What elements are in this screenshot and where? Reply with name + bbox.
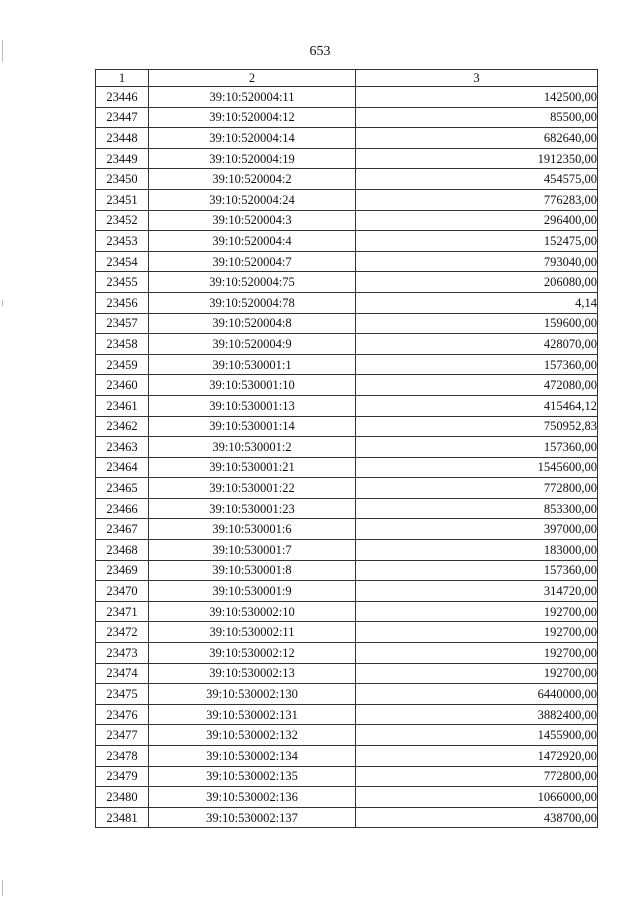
row-number-cell: 23458: [96, 334, 149, 355]
table-row: [96, 581, 598, 602]
value-cell: 157360,00: [356, 354, 598, 375]
table-row: [96, 684, 598, 705]
table-row: [96, 807, 598, 828]
row-number-cell: 23477: [96, 725, 149, 746]
table-body: [96, 87, 598, 828]
row-number-cell: 23463: [96, 437, 149, 458]
table-row: [96, 395, 598, 416]
table-row: [96, 416, 598, 437]
cadastral-number-cell: 39:10:530001:6: [149, 519, 356, 540]
value-cell: 1455900,00: [356, 725, 598, 746]
table-row: [96, 457, 598, 478]
row-number-cell: 23474: [96, 663, 149, 684]
table-row: [96, 292, 598, 313]
cadastral-number-cell: 39:10:520004:24: [149, 189, 356, 210]
table-row: [96, 560, 598, 581]
cadastral-number-cell: 39:10:520004:11: [149, 87, 356, 108]
table-row: [96, 272, 598, 293]
value-cell: 1472920,00: [356, 746, 598, 767]
cadastral-number-cell: 39:10:530002:134: [149, 746, 356, 767]
cadastral-number-cell: 39:10:530001:23: [149, 498, 356, 519]
row-number-cell: 23469: [96, 560, 149, 581]
value-cell: 1545600,00: [356, 457, 598, 478]
cadastral-number-cell: 39:10:520004:14: [149, 128, 356, 149]
value-cell: 296400,00: [356, 210, 598, 231]
value-cell: 85500,00: [356, 107, 598, 128]
table-row: [96, 725, 598, 746]
table-row: [96, 375, 598, 396]
cadastral-number-cell: 39:10:530002:13: [149, 663, 356, 684]
value-cell: 793040,00: [356, 251, 598, 272]
value-cell: 206080,00: [356, 272, 598, 293]
cadastral-number-cell: 39:10:530001:13: [149, 395, 356, 416]
table-row: [96, 107, 598, 128]
table-row: [96, 313, 598, 334]
row-number-cell: 23462: [96, 416, 149, 437]
value-cell: 192700,00: [356, 643, 598, 664]
table-row: [96, 231, 598, 252]
cadastral-number-cell: 39:10:530001:14: [149, 416, 356, 437]
cadastral-number-cell: 39:10:530001:2: [149, 437, 356, 458]
cadastral-number-cell: 39:10:520004:12: [149, 107, 356, 128]
page-number: 653: [309, 44, 331, 59]
scan-margin-mark: [2, 40, 3, 62]
table-row: [96, 128, 598, 149]
cadastral-number-cell: 39:10:530002:12: [149, 643, 356, 664]
row-number-cell: 23480: [96, 787, 149, 808]
value-cell: 157360,00: [356, 560, 598, 581]
table-row: [96, 704, 598, 725]
table-row: [96, 210, 598, 231]
row-number-cell: 23446: [96, 87, 149, 108]
value-cell: 682640,00: [356, 128, 598, 149]
value-cell: 772800,00: [356, 766, 598, 787]
row-number-cell: 23448: [96, 128, 149, 149]
cadastral-number-cell: 39:10:530001:9: [149, 581, 356, 602]
row-number-cell: 23478: [96, 746, 149, 767]
cadastral-number-cell: 39:10:530002:10: [149, 601, 356, 622]
row-number-cell: 23465: [96, 478, 149, 499]
cadastral-number-cell: 39:10:520004:4: [149, 231, 356, 252]
table-row: [96, 498, 598, 519]
value-cell: 853300,00: [356, 498, 598, 519]
cadastral-number-cell: 39:10:530002:137: [149, 807, 356, 828]
cadastral-number-cell: 39:10:520004:78: [149, 292, 356, 313]
cadastral-number-cell: 39:10:530001:1: [149, 354, 356, 375]
cadastral-number-cell: 39:10:530002:132: [149, 725, 356, 746]
cadastral-number-cell: 39:10:520004:9: [149, 334, 356, 355]
row-number-cell: 23459: [96, 354, 149, 375]
row-number-cell: 23467: [96, 519, 149, 540]
row-number-cell: 23449: [96, 148, 149, 169]
cadastral-number-cell: 39:10:530001:10: [149, 375, 356, 396]
value-cell: 157360,00: [356, 437, 598, 458]
table-row: [96, 478, 598, 499]
row-number-cell: 23476: [96, 704, 149, 725]
cadastral-number-cell: 39:10:530001:21: [149, 457, 356, 478]
value-cell: 192700,00: [356, 663, 598, 684]
table-row: [96, 334, 598, 355]
table-header-row: [96, 70, 598, 87]
cadastral-number-cell: 39:10:530001:7: [149, 540, 356, 561]
cadastral-number-cell: 39:10:520004:19: [149, 148, 356, 169]
value-cell: 1912350,00: [356, 148, 598, 169]
table-row: [96, 169, 598, 190]
table-row: [96, 519, 598, 540]
value-cell: 454575,00: [356, 169, 598, 190]
cadastral-number-cell: 39:10:530002:135: [149, 766, 356, 787]
cadastral-table: [95, 69, 598, 828]
column-header-3: 3: [356, 70, 598, 87]
row-number-cell: 23479: [96, 766, 149, 787]
table-row: [96, 87, 598, 108]
value-cell: 152475,00: [356, 231, 598, 252]
value-cell: 428070,00: [356, 334, 598, 355]
value-cell: 3882400,00: [356, 704, 598, 725]
table-row: [96, 189, 598, 210]
value-cell: 772800,00: [356, 478, 598, 499]
value-cell: 1066000,00: [356, 787, 598, 808]
row-number-cell: 23472: [96, 622, 149, 643]
cadastral-number-cell: 39:10:530002:11: [149, 622, 356, 643]
row-number-cell: 23457: [96, 313, 149, 334]
cadastral-number-cell: 39:10:520004:75: [149, 272, 356, 293]
value-cell: 142500,00: [356, 87, 598, 108]
cadastral-number-cell: 39:10:520004:7: [149, 251, 356, 272]
column-header-2: 2: [149, 70, 356, 87]
table-row: [96, 746, 598, 767]
value-cell: 159600,00: [356, 313, 598, 334]
value-cell: 192700,00: [356, 601, 598, 622]
value-cell: 397000,00: [356, 519, 598, 540]
value-cell: 192700,00: [356, 622, 598, 643]
value-cell: 472080,00: [356, 375, 598, 396]
value-cell: 183000,00: [356, 540, 598, 561]
cadastral-number-cell: 39:10:520004:8: [149, 313, 356, 334]
row-number-cell: 23481: [96, 807, 149, 828]
row-number-cell: 23473: [96, 643, 149, 664]
cadastral-number-cell: 39:10:530001:8: [149, 560, 356, 581]
table-row: [96, 787, 598, 808]
row-number-cell: 23464: [96, 457, 149, 478]
row-number-cell: 23455: [96, 272, 149, 293]
table-row: [96, 354, 598, 375]
row-number-cell: 23475: [96, 684, 149, 705]
row-number-cell: 23456: [96, 292, 149, 313]
cadastral-number-cell: 39:10:530001:22: [149, 478, 356, 499]
row-number-cell: 23451: [96, 189, 149, 210]
cadastral-number-cell: 39:10:520004:3: [149, 210, 356, 231]
table-row: [96, 663, 598, 684]
row-number-cell: 23453: [96, 231, 149, 252]
value-cell: 438700,00: [356, 807, 598, 828]
row-number-cell: 23466: [96, 498, 149, 519]
cadastral-number-cell: 39:10:530002:136: [149, 787, 356, 808]
value-cell: 750952,83: [356, 416, 598, 437]
cadastral-number-cell: 39:10:520004:2: [149, 169, 356, 190]
value-cell: 415464,12: [356, 395, 598, 416]
row-number-cell: 23454: [96, 251, 149, 272]
row-number-cell: 23471: [96, 601, 149, 622]
value-cell: 776283,00: [356, 189, 598, 210]
row-number-cell: 23470: [96, 581, 149, 602]
row-number-cell: 23450: [96, 169, 149, 190]
table-row: [96, 148, 598, 169]
table-row: [96, 766, 598, 787]
value-cell: 4,14: [356, 292, 598, 313]
scan-margin-mark: [2, 300, 3, 306]
cadastral-number-cell: 39:10:530002:130: [149, 684, 356, 705]
row-number-cell: 23468: [96, 540, 149, 561]
column-header-1: 1: [96, 70, 149, 87]
row-number-cell: 23452: [96, 210, 149, 231]
table-row: [96, 540, 598, 561]
table-row: [96, 643, 598, 664]
table-row: [96, 622, 598, 643]
value-cell: 314720,00: [356, 581, 598, 602]
cadastral-number-cell: 39:10:530002:131: [149, 704, 356, 725]
value-cell: 6440000,00: [356, 684, 598, 705]
table-row: [96, 251, 598, 272]
row-number-cell: 23460: [96, 375, 149, 396]
table-row: [96, 437, 598, 458]
row-number-cell: 23447: [96, 107, 149, 128]
scan-margin-mark: [2, 880, 3, 896]
table-row: [96, 601, 598, 622]
row-number-cell: 23461: [96, 395, 149, 416]
